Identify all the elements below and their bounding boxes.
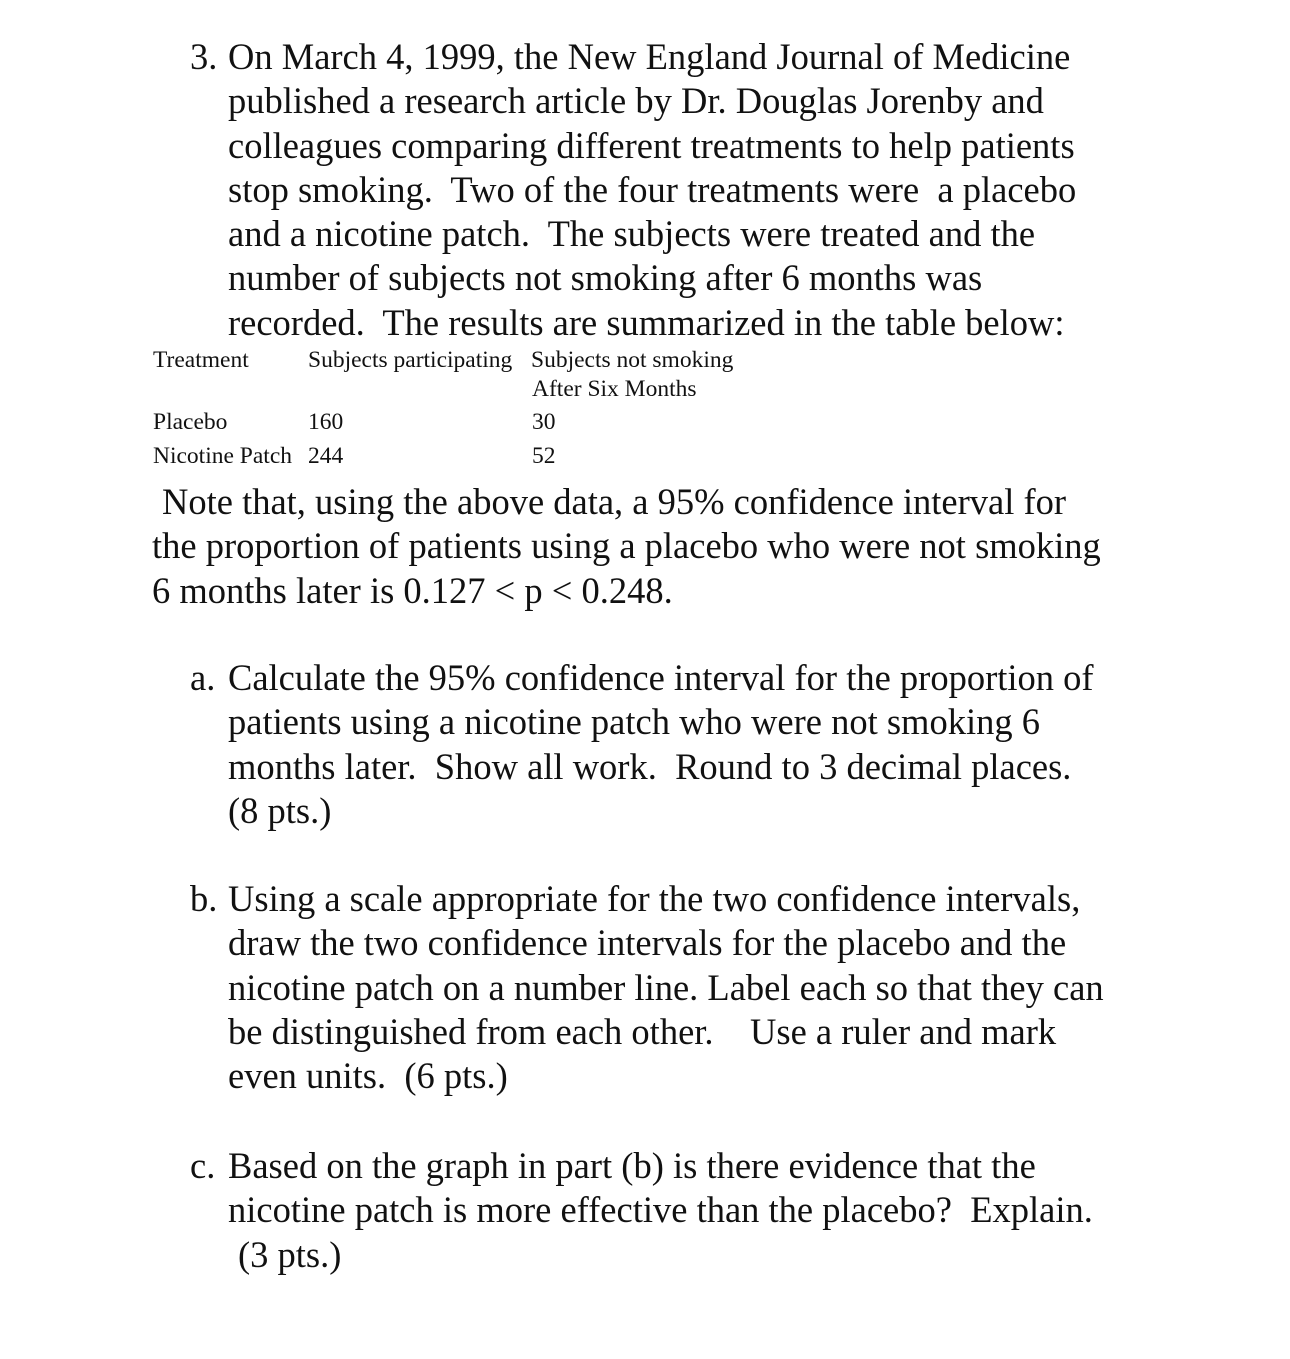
part-a-line-3: months later. Show all work. Round to 3 decimal places. <box>228 745 1072 787</box>
problem-line-1: 3. On March 4, 1999, the New England Journal of Medicine <box>190 35 1150 79</box>
part-c <box>190 1144 1170 1277</box>
part-a <box>190 656 1170 833</box>
problem-line-5: and a nicotine patch. The subjects were treated and the <box>228 213 1036 255</box>
header-not-smoking: Subjects not smoking <box>531 347 734 373</box>
note-line-2: the proportion of patients using a placebo who were not smoking <box>152 525 1101 567</box>
part-a-line-1: a. Calculate the 95% confidence interval for the proportion of <box>190 656 1170 700</box>
row-patch-participating: 244 <box>308 443 344 469</box>
row-placebo-participating: 160 <box>308 409 344 435</box>
header-treatment: Treatment <box>153 347 249 373</box>
row-patch-treatment: Nicotine Patch <box>153 443 293 469</box>
part-b-line-2: draw the two confidence intervals for the placebo and the <box>228 922 1067 964</box>
part-b-line-1: b. Using a scale appropriate for the two confidence intervals, <box>190 877 1170 921</box>
part-a-letter: a. <box>190 657 216 698</box>
part-a-line-2: patients using a nicotine patch who were not smoking 6 <box>228 701 1040 743</box>
note-line-3: 6 months later is 0.127 < p < 0.248. <box>152 569 673 611</box>
header-participating: Subjects participating <box>308 347 513 373</box>
problem-line-3: colleagues comparing different treatments to help patients <box>228 124 1075 166</box>
row-placebo-treatment: Placebo <box>153 409 228 435</box>
problem-line-2: published a research article by Dr. Douglas Jorenby and <box>228 80 1044 122</box>
problem-line-4: stop smoking. Two of the four treatments were a placebo <box>228 168 1077 210</box>
part-b-line-3: nicotine patch on a number line. Label each so that they can <box>228 966 1104 1008</box>
problem-line-7: recorded. The results are summarized in the table below: <box>228 301 1065 343</box>
row-placebo-not-smoking: 30 <box>532 409 556 435</box>
note-line-1: Note that, using the above data, a 95% confidence interval for <box>162 481 1067 522</box>
row-patch-not-smoking: 52 <box>532 443 556 469</box>
part-b-line-5: even units. (6 pts.) <box>228 1055 508 1097</box>
problem-number: 3. <box>190 36 218 77</box>
note-paragraph <box>152 480 1152 613</box>
part-c-line-1: c. Based on the graph in part (b) is there evidence that the <box>190 1144 1170 1188</box>
part-c-line-2: nicotine patch is more effective than the placebo? Explain. <box>228 1189 1093 1231</box>
part-a-line-4: (8 pts.) <box>228 789 332 831</box>
part-c-line-3: (3 pts.) <box>238 1233 342 1275</box>
header-after-six-months: After Six Months <box>532 376 697 402</box>
problem-line-6: number of subjects not smoking after 6 months was <box>228 257 983 299</box>
part-b-line-4: be distinguished from each other. Use a ruler and mark <box>228 1010 1057 1052</box>
problem-statement <box>190 35 1150 345</box>
part-c-letter: c. <box>190 1145 216 1186</box>
part-b-letter: b. <box>190 878 218 919</box>
part-b <box>190 877 1170 1098</box>
